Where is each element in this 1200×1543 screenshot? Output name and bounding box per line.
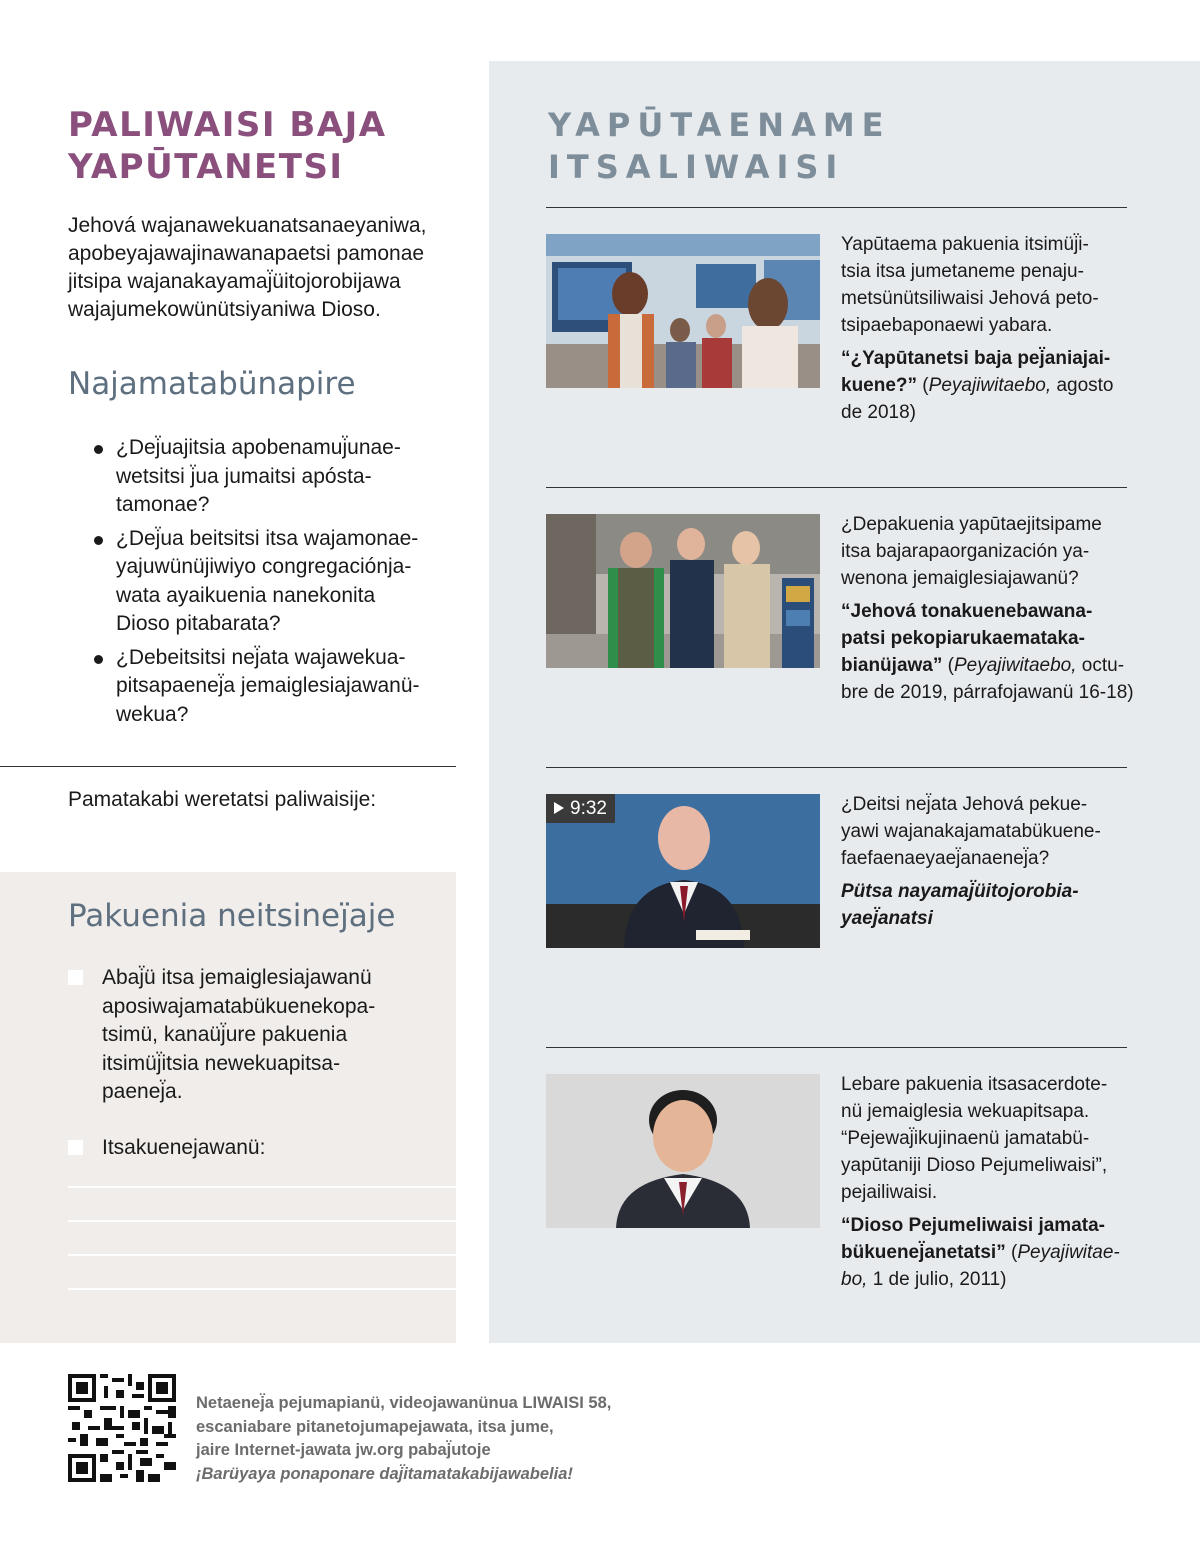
- list-item: ¿Debeitsitsi nej̈ata wajawekua- pitsapaenej̈a jemaiglesiajawanü- wekua?: [92, 644, 462, 730]
- video-citation[interactable]: Pütsa nayamaj̈üitojorobia- yaej̈anatsi: [841, 881, 1079, 929]
- checklist-item[interactable]: Abaj̈ü itsa jemaiglesiajawanü aposiwajamatabükuenekopa- tsimü, kanaüj̈ure pakuenia itsimüj̈itsia newekuapitsa- paenej̈a.: [68, 964, 375, 1107]
- divider: [546, 1047, 1127, 1048]
- article-citation[interactable]: “Jehová tonakuenebawana- patsi pekopiarukaemataka- bianüjawa” (Peyajiwitaebo, octu- bre de 2019, párrafojawanü 16-18): [841, 601, 1134, 703]
- notes-label: Pamatakabi weretatsi paliwaisije:: [68, 788, 377, 811]
- footer-note: Netaenej̈a pejumapianü, videojawanünua LIWAISI 58, escaniabare pitanetojumapejawata, itsa jume, jaire Internet-jawata jw.org pabaj̈utoje ¡Barüyaya ponaponare daj̈itamatakabijawabelia!: [196, 1394, 612, 1483]
- intro-paragraph: Jehová wajanawekuanatsanaeyaniwa, apobeyajawajinawanapaetsi pamonae jitsipa wajanakayamaj̈üitojorobijawa wajajumekowünütsiyaniwa Dioso.: [68, 214, 427, 321]
- divider: [546, 207, 1127, 208]
- action-box: [0, 872, 456, 1343]
- divider: [546, 767, 1127, 768]
- reference-text: Yapūtaema pakuenia itsimüj̈i- tsia itsa jumetaneme penaju- metsünütsiliwaisi Jehová peto- tsipaebaponaewi yabara. “¿Yapūtanetsi baja pej̈aniajai- kuene?” (Peyajiwitaebo, agosto de 2018): [841, 231, 1131, 426]
- people-with-phones-illustration: [546, 234, 820, 388]
- checklist-item[interactable]: Itsakuenejawanü:: [68, 1134, 265, 1163]
- reference-text: ¿Depakuenia yapūtaejitsipame itsa bajarapaorganización ya- wenona jemaiglesiajawanü? “Jehová tonakuenebawana- patsi pekopiarukaemataka- bianüjawa” (Peyajiwitaebo, octu- bre de 2019, párrafojawanü 16-18): [841, 511, 1131, 706]
- street-witnessing-photo: [546, 514, 820, 668]
- reference-text: ¿Deitsi nej̈ata Jehová pekue- yawi wajanakajamatabükuene- faefaenaeyaej̈anaenej̈a? Pütsa nayamaj̈üitojorobia- yaej̈anatsi: [841, 791, 1131, 932]
- action-heading: Pakuenia neitsinej̈aje: [68, 898, 396, 934]
- reference-text: Lebare pakuenia itsasacerdote- nü jemaiglesia wekuapitsapa. “Pejewaj̈ikujinaenü jamatabü- yapūtaniji Dioso Pejumeliwaisi”, pejailiwaisi. “Dioso Pejumeliwaisi jamata- bükuenej̈anetatsi” (Peyajiwitae- bo, 1 de julio, 2011): [841, 1071, 1131, 1293]
- article-image[interactable]: [546, 1074, 820, 1228]
- portrait-photo: [546, 1074, 820, 1228]
- video-thumbnail[interactable]: [546, 794, 820, 948]
- checkbox[interactable]: [68, 970, 83, 985]
- writing-line[interactable]: [68, 1220, 456, 1222]
- article-citation[interactable]: “¿Yapūtanetsi baja pej̈aniajai- kuene?” (Peyajiwitaebo, agosto de 2018): [841, 348, 1114, 423]
- list-item: ¿Dej̈ua beitsitsi itsa wajamonae- yajuwünüjiwiyo congregaciónja- wata ayaikuenia nanekonita Dioso pitabarata?: [92, 525, 462, 639]
- questions-list: [92, 434, 462, 734]
- section-title: PALIWAISI BAJA YAPŪTANETSI: [68, 105, 387, 187]
- writing-line[interactable]: [68, 1186, 456, 1188]
- references-title: YAPŪTAENAME ITSALIWAISI: [548, 106, 891, 186]
- writing-line[interactable]: [68, 1254, 456, 1256]
- article-citation[interactable]: “Dioso Pejumeliwaisi jamata- bükuenej̈anetatsi” (Peyajiwitae- bo, 1 de julio, 2011): [841, 1215, 1120, 1290]
- qr-code[interactable]: [68, 1374, 176, 1482]
- writing-line[interactable]: [68, 1288, 456, 1290]
- questions-heading: Najamatabünapire: [68, 366, 356, 402]
- article-image[interactable]: [546, 514, 820, 668]
- article-image[interactable]: [546, 234, 820, 388]
- checkbox[interactable]: [68, 1140, 83, 1155]
- divider: [546, 487, 1127, 488]
- play-icon: [554, 802, 564, 814]
- video-duration-badge: 9:32: [546, 794, 615, 823]
- list-item: ¿Dej̈uajitsia apobenamuj̈unae- wetsitsi j̈ua jumaitsi apósta- tamonae?: [92, 434, 462, 520]
- qr-code-icon: [68, 1374, 176, 1482]
- divider: [0, 766, 456, 767]
